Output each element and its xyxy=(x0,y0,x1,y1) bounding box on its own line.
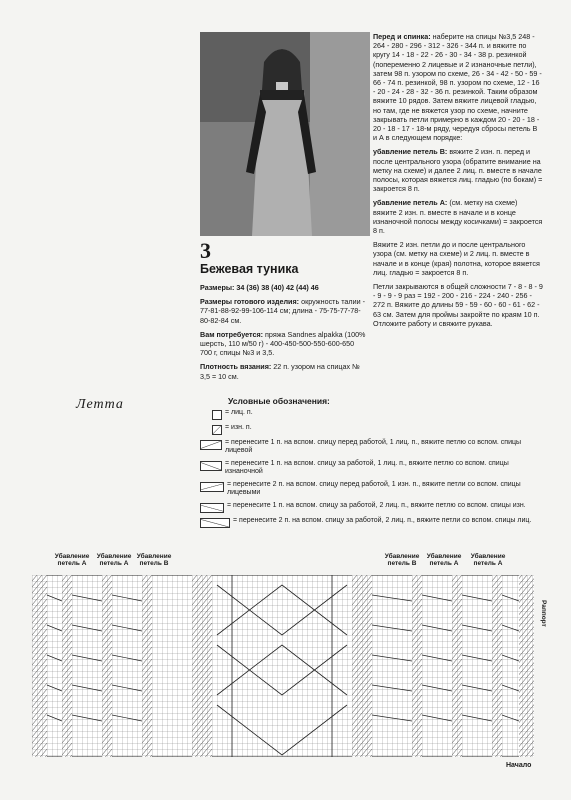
sizes-label: Размеры: xyxy=(200,283,235,292)
pattern-title: Бежевая туника xyxy=(200,262,299,276)
dec-a-label: Убавление петель А xyxy=(96,553,132,567)
gauge-label: Плотность вязания: xyxy=(200,362,272,372)
instructions xyxy=(373,32,543,333)
knitting-chart xyxy=(32,575,534,757)
signature: Летта xyxy=(76,397,124,412)
dec-a-label: Убавление петель А xyxy=(54,553,90,567)
decA-paragraph xyxy=(373,198,543,235)
materials-label: Вам потребуется: xyxy=(200,329,264,339)
model-photo xyxy=(200,32,370,236)
legend-row xyxy=(200,481,540,498)
cable-2back-icon xyxy=(200,503,224,513)
decA-label: убавление петель А: xyxy=(373,198,448,208)
finished-label: Размеры готового изделия: xyxy=(200,297,300,307)
decA-text: (см. метку на схеме) вяжите 2 изн. п. вместе в начале и в конце изнаночной полосы между косичками) = закроется 8 п. xyxy=(373,198,543,236)
legend-text: = перенесите 1 п. на вспом. спицу за работой, 1 лиц. п., вяжите петлю со вспом. спицы изнаночной xyxy=(225,459,509,475)
rapport-label: Раппорт xyxy=(540,600,547,627)
legend-text: = лиц. п. xyxy=(225,408,253,416)
cable-back-icon xyxy=(200,461,222,471)
materials-value: пряжа Sandnes alpakka (100% шерсть, 110 м/50 г) - 400-450-500-550-600-650 700 г, спицы №3 и 3,5. xyxy=(200,329,366,358)
decA-more: Вяжите 2 изн. петли до и после центрального узора (см. метку на схеме) и 2 лиц. п. вместе в начале и в конце (края) полотна, которое вяжется лиц. гладью = закроется 8 п. xyxy=(373,240,540,277)
legend-row xyxy=(200,424,540,435)
front-back-text: наберите на спицы №3,5 248 - 264 - 280 - 296 - 312 - 326 - 344 п. и вяжите по кругу 14 - 18 - 22 - 26 - 30 - 34 - 38 р. резинкой (попеременно 2 лицевые и 2 изнаночные петли), затем 98 п. узором по схеме, 26 - 34 - 42 - 50 - 59 - 66 - 74 п. резинкой, 98 п. узором по схеме, 12 - 16 - 20 - 24 - 28 - 32 - 36 п. резинкой. Таким образом вяжите 10 рядов. Затем вяжите лицевой гладью, но там, где не вяжется узор по схеме, начните закрывать петли примерно в каждом 20 - 20 - 18 - 20 - 18 - 17 - 18-м ряду, чередуя сбросы петель В и А в следующем порядке: xyxy=(373,32,542,143)
cable-4-icon xyxy=(200,518,230,528)
front-back-paragraph xyxy=(373,32,543,142)
pattern-number: 3 xyxy=(200,238,211,263)
legend-row xyxy=(200,502,540,513)
front-back-label: Перед и спинка: xyxy=(373,32,431,41)
dec-a-label: Убавление петель А xyxy=(470,553,506,567)
purl-symbol-icon xyxy=(212,425,222,435)
closing-paragraph: Петли закрываются в общей сложности 7 - 8 - 8 - 9 - 9 - 9 - 9 раз = 192 - 200 - 216 - 224 - 240 - 256 - 272 п. Вяжите до длины 59 - 59 - 60 - 60 - 61 - 62 - 63 см. Затем для проймы закройте по краям 10 п. Отложите работу и свяжите рукава. xyxy=(373,282,543,328)
cable-front-icon xyxy=(200,440,222,450)
decB-paragraph xyxy=(373,147,543,193)
start-label: Начало xyxy=(506,762,532,769)
finished-value: окружность талии - 77-81-88-92-99-106-114 см; длина - 75-75-77-78-80-82-84 см. xyxy=(200,297,366,325)
legend-row xyxy=(200,439,540,456)
materials-line xyxy=(200,330,368,358)
legend-row xyxy=(200,409,540,420)
sizes-line xyxy=(200,283,368,292)
dec-a-label: Убавление петель А xyxy=(426,553,462,567)
finished-line xyxy=(200,297,368,325)
gauge-value: 22 п. узором на спицах № 3,5 = 10 см. xyxy=(200,362,360,381)
legend-row xyxy=(200,517,540,528)
dec-b-label: Убавление петель В xyxy=(384,553,420,567)
legend-text: = перенесите 2 п. на вспом. спицу перед работой, 1 изн. п., вяжите петли со вспом. спицы лицевыми xyxy=(227,480,521,496)
dec-b-label: Убавление петель В xyxy=(136,553,172,567)
sizes-value: 34 (36) 38 (40) 42 (44) 46 xyxy=(236,283,319,292)
legend-text: = изн. п. xyxy=(225,423,252,431)
legend xyxy=(200,397,540,532)
legend-row xyxy=(200,460,540,477)
legend-text: = перенесите 2 п. на вспом. спицу за работой, 2 лиц. п., вяжите петли со вспом. спицы лиц. xyxy=(233,516,532,524)
decB-text: вяжите 2 изн. п. перед и после центрального узора (обратите внимание на метку на схеме) и далее 2 лиц. п. вместе в начале полосы, которая вяжется лиц. гладью (по бокам) = закроется 8 п. xyxy=(373,147,543,194)
legend-text: = перенесите 1 п. на вспом. спицу за работой, 2 лиц. п., вяжите петлю со вспом. спицы изн. xyxy=(227,501,526,509)
knit-symbol-icon xyxy=(212,410,222,420)
decB-label: убавление петель В: xyxy=(373,147,448,157)
pattern-info xyxy=(200,283,368,386)
legend-title: Условные обозначения: xyxy=(228,396,330,406)
cable-2front-icon xyxy=(200,482,224,492)
gauge-line xyxy=(200,362,368,380)
legend-text: = перенесите 1 п. на вспом. спицу перед работой, 1 лиц. п., вяжите петлю со вспом. спицы лицевой xyxy=(225,438,522,454)
